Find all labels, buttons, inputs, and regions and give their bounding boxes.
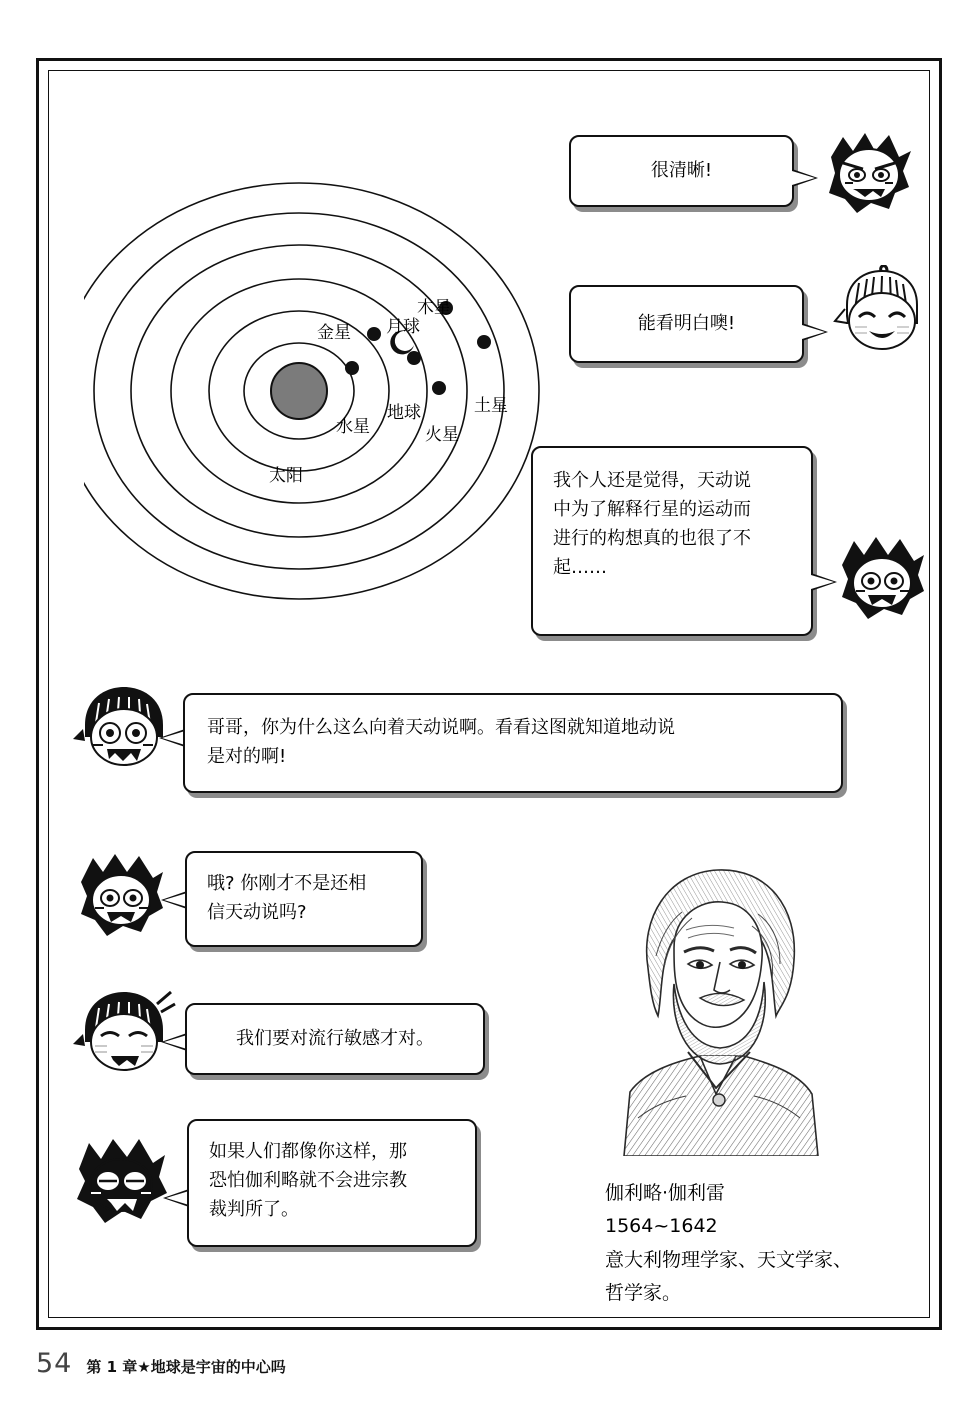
speech-bubble-3-line-4: 起…… xyxy=(553,557,607,579)
speech-bubble-3-line-2: 中为了解释行星的运动而 xyxy=(553,499,751,521)
speech-bubble-2-tail-inner xyxy=(802,325,825,339)
diagram-label-sun: 太阳 xyxy=(269,466,303,486)
character-head-brother-3 xyxy=(71,846,171,946)
speech-bubble-7-line-3: 裁判所了。 xyxy=(209,1199,299,1221)
galileo-portrait xyxy=(604,856,829,1156)
speech-bubble-4-line-2: 是对的啊! xyxy=(207,746,287,768)
speech-bubble-7 xyxy=(187,1119,477,1247)
speech-bubble-1-tail-inner xyxy=(792,171,815,185)
speech-bubble-5-line-1: 哦? 你刚才不是还相 xyxy=(207,873,367,894)
speech-bubble-1-text: 很清晰! xyxy=(650,160,713,182)
diagram-label-earth: 地球 xyxy=(387,403,421,423)
speech-bubble-7-line-2: 恐怕伽利略就不会进宗教 xyxy=(209,1170,407,1192)
running-head: 第 1 章★地球是宇宙的中心吗 xyxy=(86,1358,286,1376)
speech-bubble-5-line-2: 信天动说吗? xyxy=(207,902,307,924)
speech-bubble-3-line-3: 进行的构想真的也很了不 xyxy=(553,528,751,550)
diagram-label-mercury: 水星 xyxy=(336,417,370,437)
heliocentric-solar-system-diagram xyxy=(84,126,564,656)
speech-bubble-4 xyxy=(183,693,843,793)
page-number: 54 xyxy=(36,1348,73,1379)
speech-bubble-4-line-1: 哥哥，你为什么这么向着天动说啊。看看这图就知道地动说 xyxy=(207,717,675,738)
speech-bubble-2 xyxy=(569,285,804,363)
speech-bubble-3-tail-inner xyxy=(811,575,834,589)
diagram-label-venus: 金星 xyxy=(317,323,351,343)
speech-bubble-1 xyxy=(569,135,794,207)
galileo-caption-years: 1564~1642 xyxy=(605,1215,718,1238)
speech-bubble-3 xyxy=(531,446,813,636)
speech-bubble-4-tail-inner xyxy=(162,731,185,745)
speech-bubble-3-line-1: 我个人还是觉得，天动说 xyxy=(553,470,751,491)
diagram-label-jupiter: 木星 xyxy=(417,298,451,318)
galileo-caption-name: 伽利略·伽利雷 xyxy=(605,1182,726,1204)
speech-bubble-6-tail-inner xyxy=(164,1035,187,1049)
galileo-caption xyxy=(605,1177,935,1310)
character-head-brother-4 xyxy=(69,1131,174,1236)
speech-bubble-7-tail-inner xyxy=(166,1191,189,1205)
speech-bubble-7-line-1: 如果人们都像你这样，那 xyxy=(209,1141,407,1162)
galileo-caption-desc-1: 意大利物理学家、天文学家、 xyxy=(605,1248,853,1271)
speech-bubble-2-text: 能看明白噢! xyxy=(637,313,736,335)
comic-page-frame xyxy=(36,58,942,1330)
speech-bubble-5-tail-inner xyxy=(164,893,187,907)
character-head-brother-2 xyxy=(832,529,932,629)
galileo-caption-desc-2: 哲学家。 xyxy=(605,1281,682,1304)
page-footer xyxy=(36,1348,286,1379)
diagram-label-moon: 月球 xyxy=(386,317,420,337)
speech-bubble-6-text: 我们要对流行敏感才对。 xyxy=(236,1028,434,1050)
character-head-brother-1 xyxy=(819,123,919,223)
character-head-sister-1 xyxy=(829,265,934,370)
speech-bubble-6 xyxy=(185,1003,485,1075)
diagram-label-mars: 火星 xyxy=(425,425,459,445)
diagram-label-saturn: 土星 xyxy=(474,396,508,416)
speech-bubble-5 xyxy=(185,851,423,947)
